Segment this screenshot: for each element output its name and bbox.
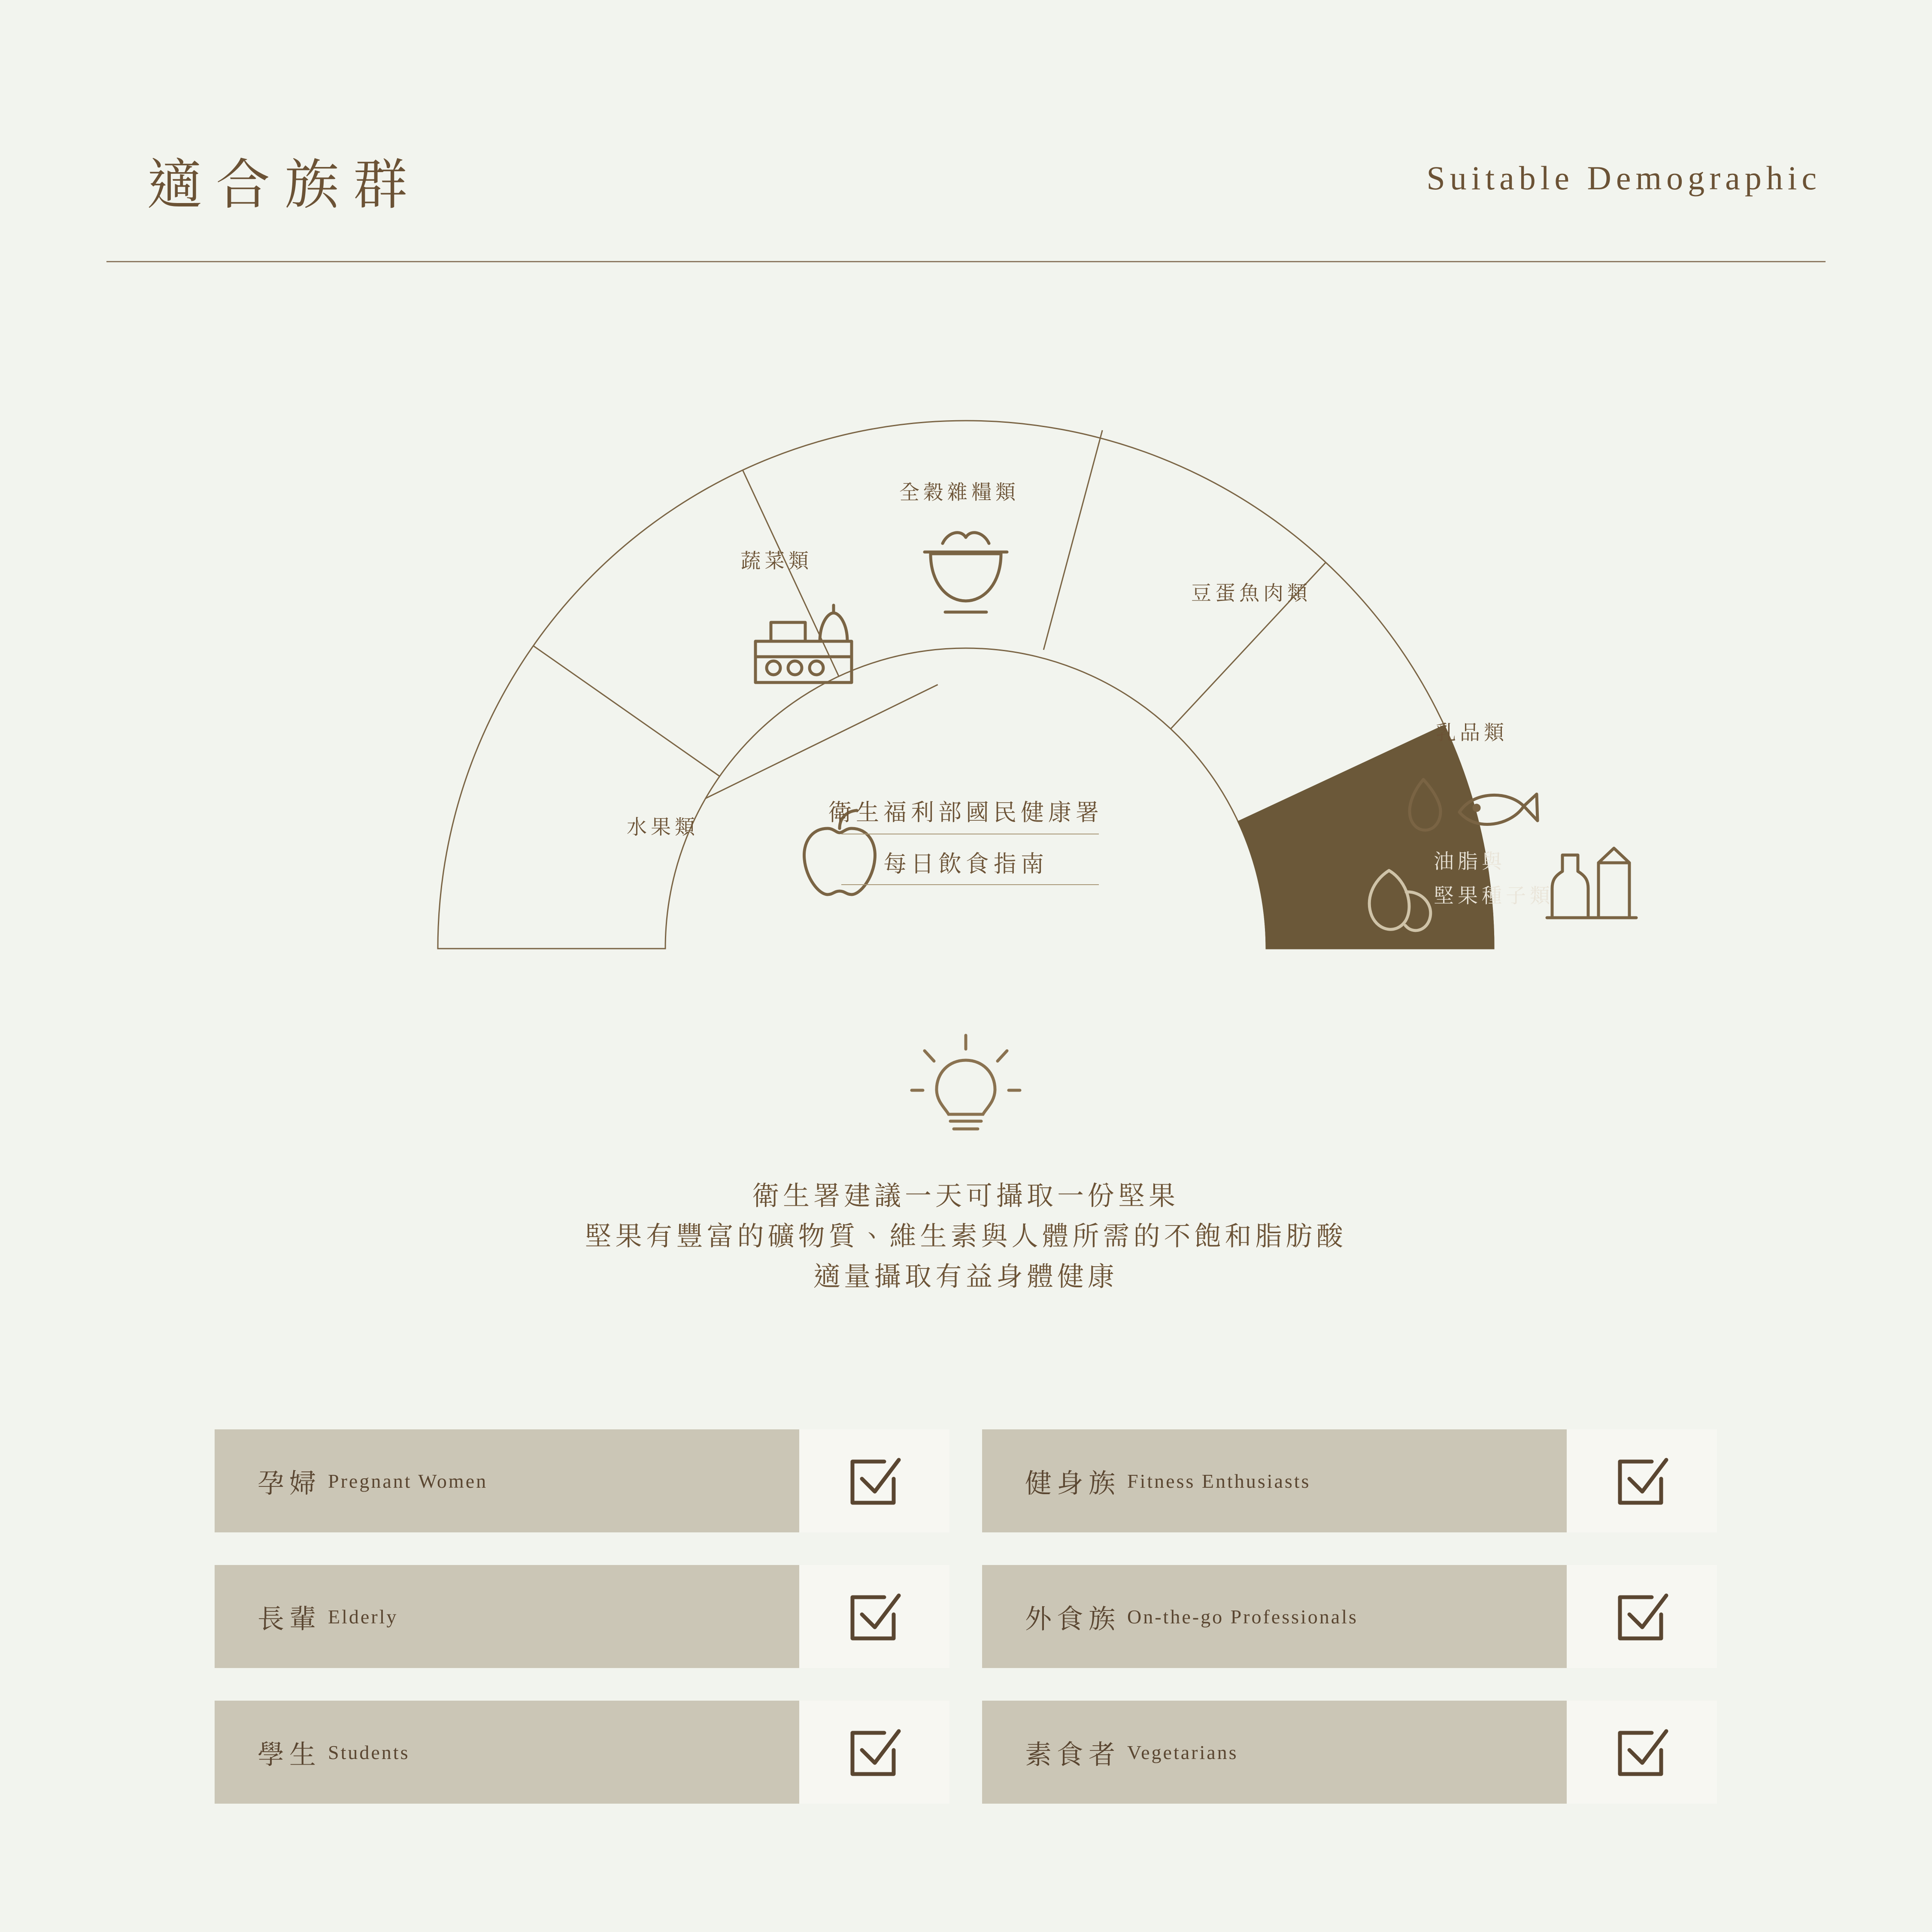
checkbox-checked-icon[interactable] (799, 1701, 949, 1804)
rice-bowl-icon (925, 533, 1007, 612)
checklist-label-cn: 素食者 (1025, 1740, 1121, 1770)
page-title: 適合族群 (147, 155, 422, 215)
checklist-label-en: Vegetarians (1127, 1741, 1238, 1763)
fan-label-dairy: 乳品類 (1436, 721, 1508, 744)
fan-label-fruit: 水果類 (627, 816, 699, 838)
page-subtitle: Suitable Demographic (1426, 159, 1821, 197)
checklist-item-fitness-enthusiasts[interactable] (982, 1429, 1717, 1532)
note-line-2: 堅果有豐富的礦物質、維生素與人體所需的不飽和脂肪酸 (585, 1222, 1347, 1252)
demographic-checklist (215, 1429, 1717, 1804)
checklist-label-cn: 健身族 (1025, 1468, 1121, 1498)
checkbox-checked-icon[interactable] (799, 1429, 949, 1532)
header-divider (106, 261, 1826, 262)
note-line-1: 衛生署建議一天可攝取一份堅果 (752, 1181, 1179, 1211)
checklist-label (982, 1429, 1567, 1532)
fan-label-grain: 全穀雜糧類 (899, 481, 1019, 503)
checklist-label (982, 1701, 1567, 1804)
checklist-label-en: Pregnant Women (328, 1470, 488, 1492)
vegetables-icon (755, 605, 852, 682)
checklist-item-pregnant-women[interactable] (215, 1429, 949, 1532)
fan-label-protein: 豆蛋魚肉類 (1191, 582, 1311, 604)
checklist-label-cn: 外食族 (1025, 1604, 1121, 1634)
checkbox-checked-icon[interactable] (1567, 1429, 1717, 1532)
note-line-3: 適量攝取有益身體健康 (813, 1262, 1118, 1292)
milk-icon (1547, 848, 1636, 918)
checklist-item-vegetarians[interactable] (982, 1701, 1717, 1804)
checklist-label-en: Fitness Enthusiasts (1127, 1470, 1311, 1492)
page-header (106, 142, 1826, 270)
checkbox-checked-icon[interactable] (799, 1565, 949, 1668)
checklist-label (215, 1701, 799, 1804)
checklist-item-on-the-go-professionals[interactable] (982, 1565, 1717, 1668)
checklist-label (982, 1565, 1567, 1668)
fan-label-nuts-line1: 油脂與 (1434, 850, 1506, 873)
fan-segment-nuts[interactable] (1238, 725, 1494, 949)
checklist-label-cn: 孕婦 (258, 1468, 321, 1498)
checklist-label-en: Elderly (328, 1605, 398, 1628)
fan-center-subtitle: 每日飲食指南 (883, 851, 1048, 877)
checklist-label-en: On-the-go Professionals (1127, 1605, 1358, 1628)
checklist-label-en: Students (328, 1741, 410, 1763)
fan-center-divider-bottom (841, 884, 1099, 885)
nut-recommendation-note (215, 1176, 1717, 1298)
checklist-label (215, 1429, 799, 1532)
daily-diet-fan-diagram (275, 339, 1657, 983)
checkbox-checked-icon[interactable] (1567, 1565, 1717, 1668)
checklist-label-cn: 長輩 (258, 1604, 321, 1634)
fan-center-title: 衛生福利部國民健康署 (828, 800, 1103, 825)
checklist-item-elderly[interactable] (215, 1565, 949, 1668)
checkbox-checked-icon[interactable] (1567, 1701, 1717, 1804)
checklist-label-cn: 學生 (258, 1740, 321, 1770)
checklist-label (215, 1565, 799, 1668)
fan-label-vegetables: 蔬菜類 (740, 549, 813, 572)
lightbulb-icon (910, 1030, 1022, 1142)
fan-label-nuts-line2: 堅果種子類 (1434, 884, 1554, 907)
checklist-item-students[interactable] (215, 1701, 949, 1804)
